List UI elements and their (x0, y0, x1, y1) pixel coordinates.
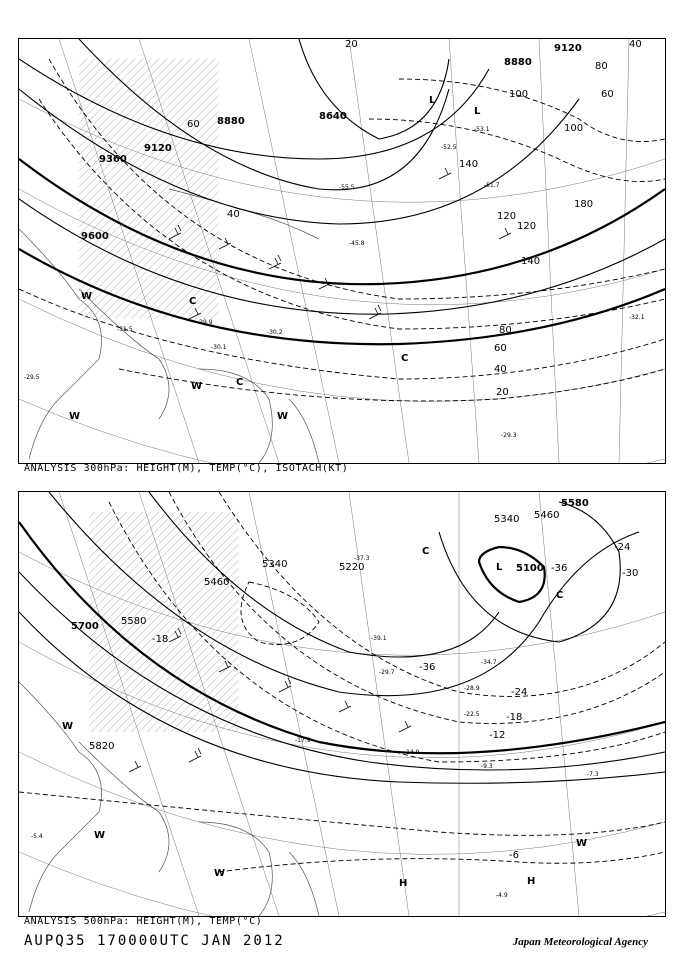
map-panel-300hpa (18, 38, 666, 464)
height-label: 5460 (204, 577, 230, 588)
isotach-label: 140 (459, 159, 479, 170)
warm-symbol: W (214, 868, 226, 879)
isotach-label: 120 (497, 211, 517, 222)
high-symbol: H (399, 878, 408, 889)
height-label: 9360 (99, 154, 127, 165)
cold-symbol: C (556, 590, 564, 601)
isotherm-label: -18 (152, 634, 169, 645)
temp-obs: -31.5 (117, 326, 133, 333)
isotach-label: 60 (187, 119, 200, 130)
height-label: 9600 (81, 231, 109, 242)
height-label: 5340 (262, 559, 288, 570)
temp-obs: -39.1 (371, 635, 387, 642)
temp-obs: -52.5 (441, 144, 457, 151)
isotherm-label: -24 (511, 687, 528, 698)
isotherm-label: -30 (622, 568, 639, 579)
temp-obs: -29.5 (24, 374, 40, 381)
low-symbol: L (474, 106, 481, 117)
temp-obs: -29.7 (379, 669, 395, 676)
temp-obs: -30.2 (267, 329, 283, 336)
height-label: 5220 (339, 562, 365, 573)
temp-obs: -28.9 (464, 685, 480, 692)
temp-obs: -51.7 (484, 182, 500, 189)
isotach-label: 120 (517, 221, 537, 232)
map-panel-500hpa (18, 491, 666, 917)
isotherm-label: -6 (509, 850, 519, 861)
isotach-label: 100 (509, 89, 529, 100)
temp-obs: -29.3 (501, 432, 517, 439)
temp-obs: -37.3 (354, 555, 370, 562)
temp-obs: -9.3 (481, 763, 493, 770)
cold-symbol: C (422, 546, 430, 557)
warm-symbol: W (62, 721, 74, 732)
height-label: 5340 (494, 514, 520, 525)
isotach-label: 60 (494, 343, 507, 354)
temp-obs: -53.1 (474, 126, 490, 133)
height-label: 5100 (516, 563, 544, 574)
height-label: 8880 (217, 116, 245, 127)
low-symbol: L (429, 95, 436, 106)
temp-obs: -55.5 (339, 184, 355, 191)
height-label: 5700 (71, 621, 99, 632)
height-label: 5580 (121, 616, 147, 627)
hatched-area (79, 59, 219, 319)
temp-obs: -32.1 (629, 314, 645, 321)
temp-obs: -5.4 (31, 833, 43, 840)
height-label: 5460 (534, 510, 560, 521)
warm-symbol: W (576, 838, 588, 849)
map-500hpa (19, 492, 665, 916)
isotherm-label: -36 (419, 662, 436, 673)
isotach-label: 60 (601, 89, 614, 100)
temp-obs: -30.1 (211, 344, 227, 351)
temp-obs: -22.5 (464, 711, 480, 718)
temp-obs: -29.9 (197, 319, 213, 326)
cold-symbol: C (189, 296, 197, 307)
isotach-label: 20 (345, 39, 358, 50)
map-300hpa (19, 39, 665, 463)
height-label: 5580 (561, 498, 589, 509)
height-label: 8640 (319, 111, 347, 122)
isotach-label: 80 (499, 325, 512, 336)
caption-300hpa: ANALYSIS 300hPa: HEIGHT(M), TEMP(°C), ISOTACH(KT) (24, 463, 349, 474)
isotherm-label: -36 (551, 563, 568, 574)
temp-obs: -14.9 (404, 749, 420, 756)
temp-obs: -45.8 (349, 240, 365, 247)
isotach-label: 140 (521, 256, 541, 267)
isotach-label: 40 (227, 209, 240, 220)
cold-symbol: C (236, 377, 244, 388)
warm-symbol: W (94, 830, 106, 841)
isotach-label: 20 (496, 387, 509, 398)
isotherm-label: -24 (614, 542, 631, 553)
temp-obs: -17.9 (295, 737, 311, 744)
isotach-label: 180 (574, 199, 594, 210)
warm-symbol: W (81, 291, 93, 302)
low-symbol: L (496, 562, 503, 573)
height-label: 9120 (554, 43, 582, 54)
caption-500hpa: ANALYSIS 500hPa: HEIGHT(M), TEMP(°C) (24, 916, 263, 927)
warm-symbol: W (277, 411, 289, 422)
temp-obs: -7.3 (587, 771, 599, 778)
isotach-label: 40 (494, 364, 507, 375)
cold-symbol: C (401, 353, 409, 364)
high-symbol: H (527, 876, 536, 887)
isotach-label: 100 (564, 123, 584, 134)
warm-symbol: W (191, 381, 203, 392)
height-label: 8880 (504, 57, 532, 68)
temp-obs: -34.7 (481, 659, 497, 666)
isotherm-label: -12 (489, 730, 506, 741)
temp-obs: -4.9 (496, 892, 508, 899)
hatched-area (89, 512, 239, 732)
height-label: 5820 (89, 741, 115, 752)
chart-identifier: AUPQ35 170000UTC JAN 2012 (24, 933, 285, 949)
warm-symbol: W (69, 411, 81, 422)
isotach-label: 80 (595, 61, 608, 72)
agency-credit: Japan Meteorological Agency (512, 936, 648, 948)
isotach-label: 40 (629, 39, 642, 50)
height-label: 9120 (144, 143, 172, 154)
isotherm-label: -18 (506, 712, 523, 723)
